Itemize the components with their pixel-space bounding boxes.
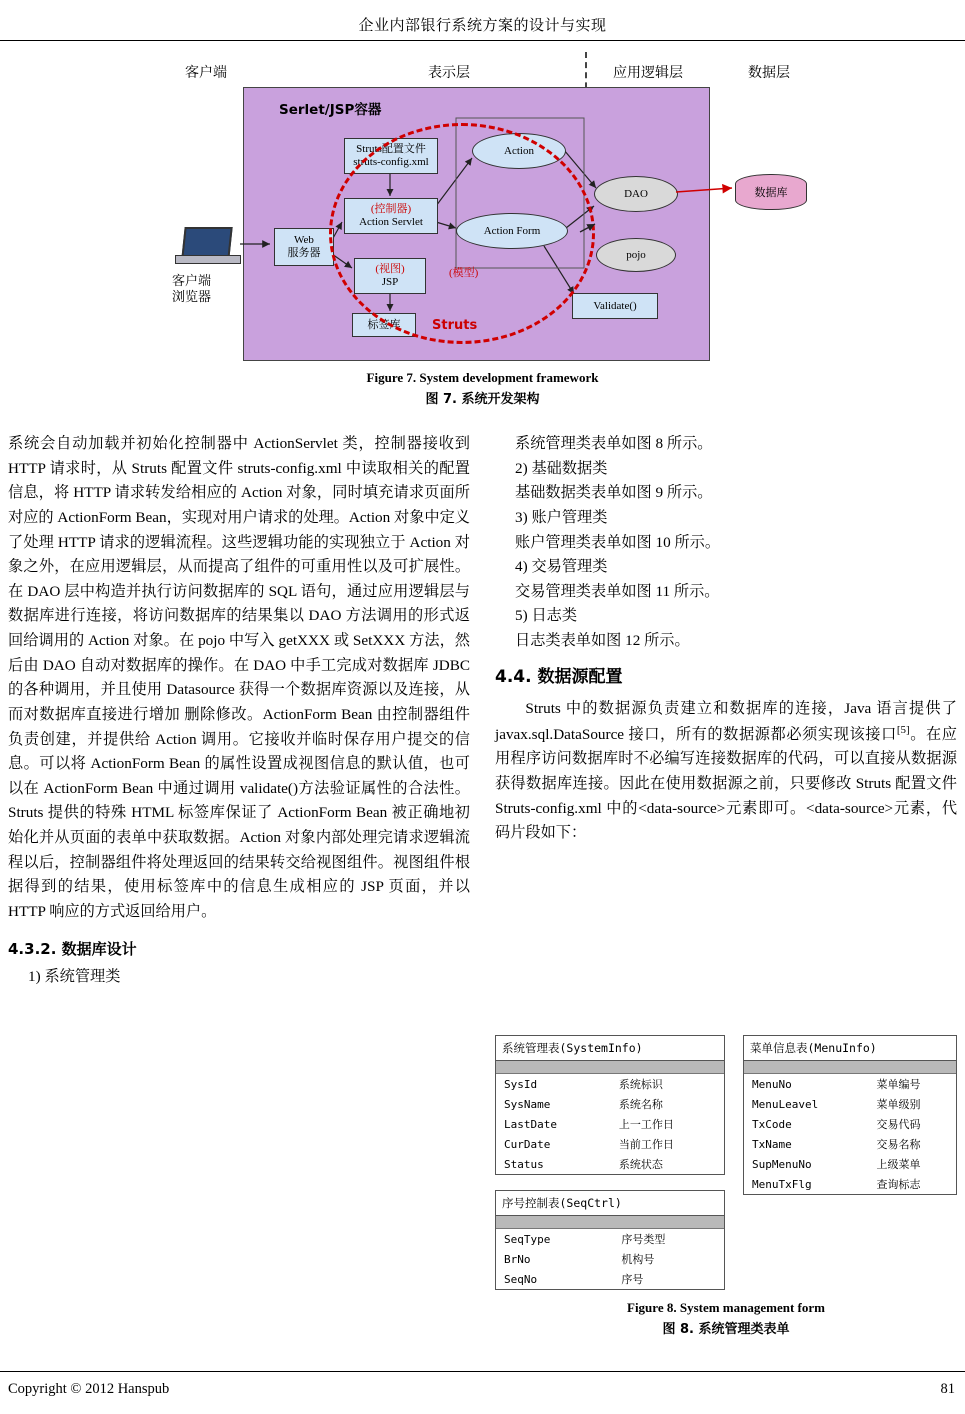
jsp-label: JSP (381, 276, 399, 288)
table-row (496, 1249, 724, 1269)
right-line-3: 账户管理类表单如图 10 所示。 (515, 533, 721, 551)
field-name: SysId (504, 1077, 538, 1091)
table-row (744, 1174, 956, 1194)
laptop-base-icon (175, 255, 241, 264)
field-desc: 系统状态 (618, 1158, 663, 1171)
field-name: SeqNo (504, 1272, 538, 1286)
table-row (744, 1074, 956, 1094)
field-name: MenuTxFlg (752, 1177, 812, 1191)
right-list-item-5: 5) 日志类 (515, 607, 578, 625)
table-row (496, 1114, 724, 1134)
field-name: TxName (752, 1137, 792, 1151)
table-menuinfo (743, 1035, 957, 1195)
field-name: SysName (504, 1097, 551, 1111)
field-desc: 上级菜单 (876, 1158, 921, 1171)
left-list-item-1: 1) 系统管理类 (28, 967, 121, 985)
field-desc: 交易名称 (876, 1138, 921, 1151)
client-browser-caption (172, 274, 211, 307)
field-name: Status (504, 1157, 544, 1171)
field-desc: 上一工作日 (618, 1118, 674, 1131)
field-desc: 系统名称 (618, 1098, 663, 1111)
right-column (495, 432, 957, 846)
controller-tag: (控制器) (370, 203, 412, 216)
table-row (496, 1269, 724, 1289)
tag-library-node: 标签库 (352, 313, 416, 337)
field-name: MenuNo (752, 1077, 792, 1091)
field-desc: 序号类型 (621, 1233, 666, 1246)
figure-8-caption-en: Figure 8. System management form (627, 1300, 825, 1315)
laptop-icon (175, 227, 239, 267)
servlet-jsp-container (243, 87, 710, 361)
jsp-node (354, 258, 426, 294)
web-server-line1: Web (294, 234, 314, 247)
field-desc: 机构号 (621, 1253, 655, 1266)
table-row (496, 1134, 724, 1154)
footer-rule (0, 1371, 965, 1372)
field-desc: 当前工作日 (618, 1138, 674, 1151)
web-server-node (274, 228, 334, 266)
dao-node: DAO (594, 176, 678, 212)
field-name: TxCode (752, 1117, 792, 1131)
layer-label-app-logic: 应用逻辑层 (613, 65, 683, 81)
right-list-item-3: 3) 账户管理类 (515, 508, 608, 526)
table-row (496, 1229, 724, 1249)
right-line-2: 基础数据类表单如图 9 所示。 (515, 484, 713, 502)
struts-config-line2: struts-config.xml (353, 156, 429, 168)
struts-tag: Struts (432, 318, 478, 333)
field-name: BrNo (504, 1252, 531, 1266)
table-row (744, 1134, 956, 1154)
table-row (496, 1154, 724, 1174)
database-cylinder: 数据库 (735, 174, 807, 210)
right-line-4: 交易管理类表单如图 11 所示。 (515, 582, 720, 600)
right-paragraph-1-b: 。在应用程序访问数据库时不必编写连接数据库的代码，可以直接从数据源获得数据库连接。因此在使用数据源之前，只要修改 Struts 配置文件 Struts-config.xml 中的<data-source>元素即可。<data-source>元素，代码片段如下： (495, 725, 957, 842)
layer-label-data: 数据层 (748, 65, 790, 81)
web-server-line2: 服务器 (287, 247, 321, 259)
table-seqctrl-header-bar (496, 1216, 724, 1229)
field-name: LastDate (504, 1117, 557, 1131)
table-systeminfo-header-bar (496, 1061, 724, 1074)
table-menuinfo-body (744, 1074, 956, 1194)
right-line-5: 日志类表单如图 12 所示。 (515, 632, 690, 649)
field-desc: 菜单级别 (876, 1098, 921, 1111)
figure-7 (0, 52, 965, 407)
section-heading-4-4: 4.4. 数据源配置 (495, 666, 623, 687)
footer-page-number: 81 (940, 1381, 955, 1397)
section-heading-4-3-2: 4.3.2. 数据库设计 (8, 939, 137, 958)
struts-config-node (344, 138, 438, 174)
action-node: Action (472, 133, 566, 169)
container-title: Serlet/JSP容器 (279, 102, 382, 118)
field-desc: 交易代码 (876, 1118, 921, 1131)
right-list-item-4: 4) 交易管理类 (515, 558, 608, 576)
figure-8-caption-zh: 图 8. 系统管理类表单 (662, 1322, 790, 1337)
table-menuinfo-header-bar (744, 1061, 956, 1074)
figure-7-caption-zh: 图 7. 系统开发架构 (425, 392, 540, 407)
header-rule (0, 40, 965, 41)
table-menuinfo-title: 菜单信息表(MenuInfo) (744, 1036, 956, 1061)
table-row (744, 1154, 956, 1174)
table-row (496, 1074, 724, 1094)
table-seqctrl (495, 1190, 725, 1290)
layer-label-presentation: 表示层 (428, 65, 470, 81)
validate-node: Validate() (572, 293, 658, 319)
table-row (744, 1094, 956, 1114)
table-seqctrl-title: 序号控制表(SeqCtrl) (496, 1191, 724, 1216)
running-head: 企业内部银行系统方案的设计与实现 (358, 16, 607, 34)
action-servlet-node (344, 198, 438, 234)
field-name: SeqType (504, 1232, 551, 1246)
view-tag: (视图) (375, 263, 405, 276)
client-caption-line1: 客户端 (172, 274, 212, 289)
field-name: SupMenuNo (752, 1157, 812, 1171)
left-column (8, 432, 470, 989)
field-name: MenuLeavel (752, 1097, 819, 1111)
table-systeminfo-body (496, 1074, 724, 1174)
figure-7-layer-labels (0, 62, 965, 86)
table-row (496, 1094, 724, 1114)
footer-copyright: Copyright © 2012 Hanspub (8, 1381, 170, 1397)
right-list-item-2: 2) 基础数据类 (515, 459, 608, 477)
layer-label-client: 客户端 (185, 65, 227, 81)
field-desc: 序号 (621, 1273, 644, 1286)
client-caption-line2: 浏览器 (172, 290, 212, 306)
right-line-1: 系统管理类表单如图 8 所示。 (515, 435, 713, 452)
citation-5: [5] (896, 723, 910, 736)
table-seqctrl-body (496, 1229, 724, 1289)
struts-config-line1: Struts配置文件 (356, 143, 426, 156)
left-paragraph-1: 系统会自动加载并初始化控制器中 ActionServlet 类，控制器接收到 HTTP 请求时，从 Struts 配置文件 struts-config.xml 中读取相关的配置信息，将 HTTP 请求转发给相应的 Action 对象，同时填充请求页面所对应的 ActionForm Bean，实现对用户请求的处理。Action 对象中定义了处理 HTTP 请求的逻辑流程。这些逻辑功能的实现独立于 Action 对象之外，在应用逻辑层，从而提高了组件的可重用性以及可扩展性。在 DAO 层中构造并执行访问数据库的 SQL 语句，通过应用逻辑层与数据库进行连接，将访问数据库的结果集以 DAO 方法调用的形式返回给调用的 Action 对象。在 pojo 中写入 getXXX 或 SetXXX 方法，然后由 DAO 自动对数据库的操作。在 DAO 中手工完成对数据库 JDBC 的各种调用，并且使用 Datasource 获得一个数据库资源以及连接，从而对数据库直接进行增加 删除修改。ActionForm Bean 由控制器组件负责创建，并提供给 Action 调用。它接收并临时保存用户提交的信息。可以将 ActionForm Bean 的属性设置成视图信息的默认值，也可以在 ActionForm Bean 中通过调用 validate()方法验证属性的合法性。Struts 提供的特殊 HTML 标签库保证了 ActionForm Bean 被正确地初始化并从页面的表单中获取数据。Action 对象内部处理完请求逻辑流程以后，控制器组件将处理返回的结果转交给视图组件。视图组件根据得到的结果，使用标签库中的信息生成相应的 JSP 页面，并以 HTTP 响应的方式返回给用户。 (8, 435, 470, 920)
table-systeminfo (495, 1035, 725, 1175)
action-form-node: Action Form (456, 213, 568, 249)
table-row (744, 1114, 956, 1134)
model-tag: (模型) (449, 267, 479, 279)
action-servlet-label: Action Servlet (359, 216, 423, 228)
field-desc: 菜单编号 (876, 1078, 921, 1091)
table-systeminfo-title: 系统管理表(SystemInfo) (496, 1036, 724, 1061)
right-paragraph-1 (495, 697, 957, 846)
right-paragraph-1-a: Struts 中的数据源负责建立和数据库的连接，Java 语言提供了 javax.sql.DataSource 接口，所有的数据源都必须实现该接口 (495, 700, 957, 743)
field-desc: 查询标志 (876, 1178, 921, 1191)
pojo-node: pojo (596, 238, 676, 272)
figure-7-caption-en: Figure 7. System development framework (366, 370, 599, 385)
field-desc: 系统标识 (618, 1078, 663, 1091)
field-name: CurDate (504, 1137, 551, 1151)
